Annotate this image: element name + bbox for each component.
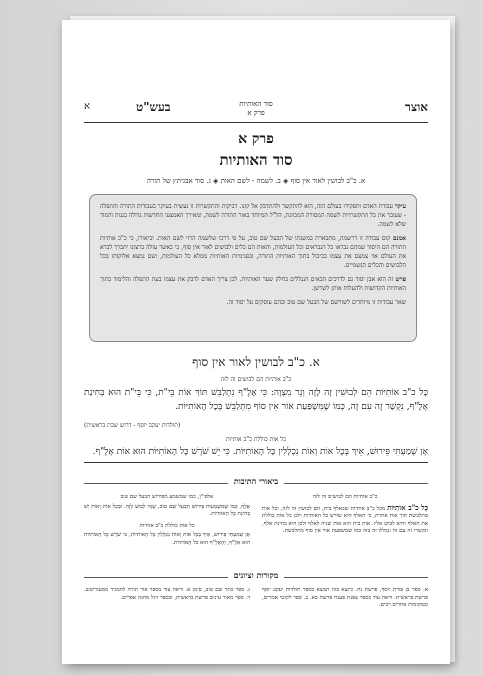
divider-sources	[84, 570, 428, 584]
chapter-heading: פרק א	[238, 131, 274, 147]
commentary-left-text-2: אָן שְׁמַעְתִּי פֵּירוּשׁ, אֵיךְ בְּכָל אוֹת וְאוֹת נִכְלָלִין כָּל הָאוֹתִיּוֹת, כִּי שֹׁרֶשׁ כָּל הָאוֹתִיּוֹת הוּא אָלֶ"ף, וְהָאָלֶ"ף הוּא כֹּל הָאוֹתִיּוֹת.	[84, 532, 250, 546]
intro-text: זה הוא אבן יסוד גם לדרכים הבאים הנגללים בחלק שער האותיות. לכן צריך האדם לדבק את עצמו בעת התפלה והלימוד בתוך האותיות הקדושות ולהעלות אותן לשרשן.	[100, 276, 406, 292]
divider-sources-label: מקורות וציונים	[228, 570, 285, 580]
section-subtitle: כ"ב אותיות הם לבושים זה לזה	[220, 376, 292, 383]
sources-left-text: ג. ספר כתר שם טוב, סימן א. וראה עוד בספר אור תורה להמגיד ממעזריטש. ד. ספר מאור עינים פרשת בראשית, ובספר דגל מחנה אפרים.	[84, 587, 250, 601]
commentary-left-text: אֶלֶף, כְּמוֹ שֶׁמִּשְׁמָעוּת פֵּירוּשׁ הַבַּעַל שֵׁם טוֹב, שֶׁזֶּה לְבוּשׁ לָזֶה. וּבְכָל אוֹת וְאוֹת יֵשׁ בְּחִינַת כָּל הָאוֹתִיּוֹת.	[84, 503, 250, 517]
intro-text: קום עבודה זו דרשמה, מתבארת במשנתו של הבעל שם טוב, על פי דרכו שלשמה הרוי לשם האות. וביאורו, כי כ"ב אותיות התורה הם היסוד שמהם נבראו כל הנבראים וכל העולמות, והאות הם כלים ולבושים לאור אין סוף, כי כאשר עולה ברצונו יתברך לברא את העולם אזי צמצם את עצמו בכיבול בתוך האותיות התורה, ובפנימיות האותיות ממלא כל העולמות, ושם נמצא אלוקותו בכל הלבושים והכלים הגשמיים.	[100, 235, 406, 269]
sources-right-text: א. ספר בן פורת יוסף, פרשת נח. כיוצא בזה תמצא בספר תולדות יעקב יוסף פרשת בראשית. וראה עוד בספר צפנת פענח פרשת בא. ב. ספר לקוטי אמרים, ובמקומות אחרים רבים.	[262, 587, 428, 608]
divider-commentary	[84, 476, 428, 490]
page-number: א	[84, 101, 91, 112]
commentary-right-column	[262, 494, 428, 540]
commentary-right-lead: כָּל כ"ב אוֹתִיּוֹת	[387, 502, 428, 512]
chapter-subtitle: א. כ"ב לבושין לאור אין סוף ◈ ב. לשמה - לשם האות ◈ ג. סוד אבגיתץ של תורה	[146, 177, 366, 185]
book-page	[62, 20, 450, 664]
intro-paragraph	[100, 234, 406, 270]
commentary-right-paragraph	[262, 504, 428, 536]
running-header	[84, 100, 428, 123]
intro-paragraph	[100, 275, 406, 293]
section-mid-label: כל אות כוללת כ"ב אותיות	[225, 436, 287, 443]
header-center-top: סוד האותיות	[239, 100, 273, 108]
header-book-title: אוצר	[405, 100, 428, 114]
header-author: בעש"ט	[136, 100, 171, 114]
intro-text: שאר עבודות זו מיוחדים לשורשם של הבעל שם טוב ובהם עוסקים על יסוד זה.	[226, 299, 406, 306]
intro-lead-word: פרש	[395, 276, 406, 283]
divider-commentary-label: ביאורי התיבות	[228, 476, 284, 486]
intro-paragraph	[100, 298, 406, 307]
commentary-columns	[84, 494, 428, 564]
commentary-right-label: כ"ב אותיות הם לבושים זה לזה	[312, 494, 378, 500]
sources-columns	[84, 587, 428, 647]
page-title: סוד האותיות	[219, 151, 293, 169]
sources-left-column	[84, 587, 250, 606]
header-center-bottom: פרק א	[247, 109, 265, 117]
source-citation: (תולדות יעקב יוסף - דרוש שבת בראשית)	[84, 422, 181, 429]
main-text-block-2: אָן שְׁמַעְתִּי פֵּירוּשׁ, אֵיךְ בְּכָל אוֹת וְאוֹת נִכְלָלִין כָּל הָאוֹתִיּוֹת. כִּי יֵשׁ שֹׁרֶשׁ כָּל הָאוֹתִיּוֹת הוּא אוֹת אָלֶ"ף.	[84, 446, 428, 463]
intro-paragraph	[100, 202, 406, 229]
sources-right-column	[262, 587, 428, 614]
commentary-left-column	[84, 494, 250, 551]
commentary-left-label-2: כל אות כוללת כ"ב אותיות	[139, 522, 195, 529]
intro-lead-word: אמנם	[392, 235, 406, 242]
section-title: א. כ"ב לבושין לאור אין סוף	[192, 355, 320, 369]
intro-lead-word: עיקר	[394, 203, 406, 210]
intro-text: עבודת האדם ותפקידו בעולם הזה, הוא להתקשר ולהתדבק אל קונו. דביקות והתקשרות זו נעשית בעיקר בעבודות התורה והתפלה - שעובר את כל התקשרויות לשמה המסורה המכוונת, הל"ל המיוחד באור התורה לשמה, ומאירך האמצעי החדשות גדולה בגנות והמוד שלא לשמה.	[100, 203, 406, 228]
commentary-left-label: אלפי"ן, כמו שמשמע מפירוש הבעל שם טוב	[120, 494, 214, 500]
commentary-right-text: מכל כ"ב אותיות שבאלף בית, הם לבושין זה לזה, וכל אות מתלבשת תוך אות אחרת, כי האלף הוא שורש כל האותיות ולכן כל אות כוללת את האלף והיא לבוש אליו. אות בית הוא אות שניה לאלף ולכן היא בחינת אלף, ונקשרו זה עם זה ונכללו זה בזה כמו שמשפעת אור אין סוף מתלבשת.	[262, 505, 428, 534]
intro-summary-box	[89, 194, 417, 342]
main-text-block: כָּל כ"ב אוֹתִיּוֹת הֵם לְבוּשִׁין זֶה לָזֶה וְנֵר מִצְוָה: כִּי אָלֶ"ף נִתְלַבֵּשׁ תּוֹךְ אוֹת בֵּי"ת, כִּי בֵּי"ת הוּא בְּחִינַת אָלֶ"ף, נִקְשַׁר זֶה עִם זֶה, כְּמוֹ שֶׁמִּשְׁפַּעַת אוֹר אֵין סוֹף מִתְלַבֵּשׁ בְּכָל הָאוֹתִיּוֹת.	[84, 388, 428, 412]
